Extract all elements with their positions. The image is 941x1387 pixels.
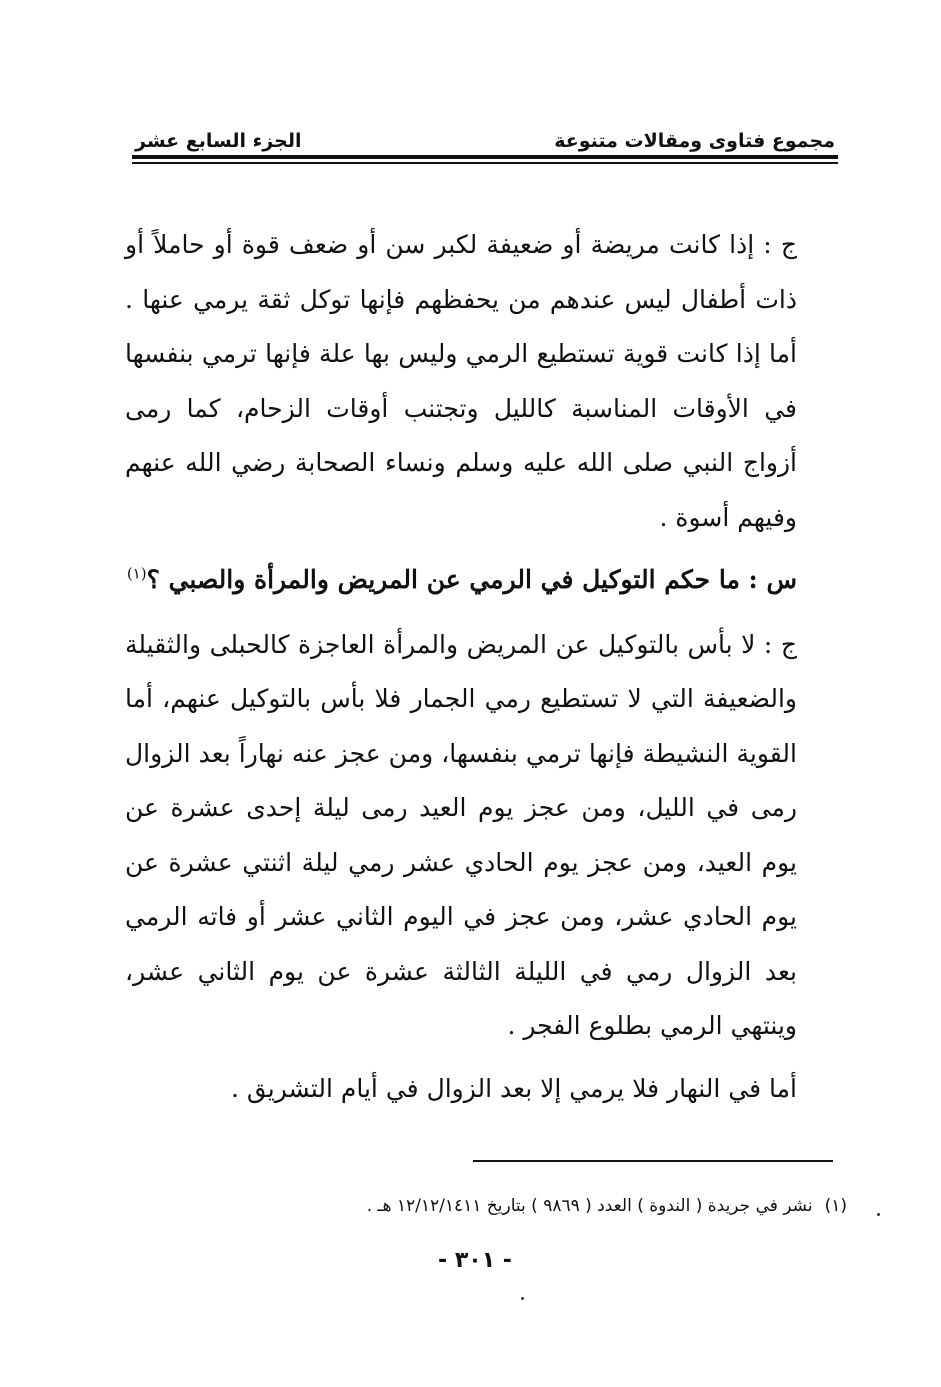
header-rule-thin [132,162,838,164]
footnote-separator [473,1160,833,1162]
volume-label: الجزء السابع عشر [135,130,302,152]
question-paragraph-2 [125,553,837,608]
header-rule [132,155,838,159]
question-text: س : ما حكم التوكيل في الرمي عن المريض والمرأة والصبي ؟ [146,565,797,594]
footnote-reference: (١) [126,564,147,583]
book-title: مجموع فتاوى ومقالات متنوعة [554,130,835,152]
page-number: - ٣٠١ - [438,1248,512,1273]
footnote-text: نشر في جريدة ( الندوة ) العدد ( ٩٨٦٩ ) بتاريخ ١٢/١٢/١٤١١ هـ . [366,1196,813,1216]
footnote-marker: (١) [824,1196,847,1216]
footnote [135,1196,847,1216]
closing-paragraph: أما في النهار فلا يرمي إلا بعد الزوال في أيام التشريق . [231,1073,797,1103]
scan-speck [877,1213,880,1216]
scan-speck [521,1297,524,1300]
main-text [125,218,837,1116]
answer-paragraph-1: ج : إذا كانت مريضة أو ضعيفة لكبر سن أو ضعف قوة أو حاملاً أو ذات أطفال ليس عندهم من يحفظهم فإنها توكل ثقة يرمي عنها . أما إذا كانت قوية تستطيع الرمي وليس بها علة فإنها ترمي بنفسها في الأوقات المناسبة كالليل وتجتنب أوقات الزحام، كما رمى أزواج النبي صلى الله عليه وسلم ونساء الصحابة رضي الله عنهم وفيهم أسوة . [125,230,797,532]
answer-paragraph-2: ج : لا بأس بالتوكيل عن المريض والمرأة العاجزة كالحبلى والثقيلة والضعيفة التي لا تستطيع رمي الجمار فلا بأس بالتوكيل عنهم، أما القوية النشيطة فإنها ترمي بنفسها، ومن عجز عنه نهاراً بعد الزوال رمى في الليل، ومن عجز يوم العيد رمى ليلة إحدى عشرة عن يوم العيد، ومن عجز يوم الحادي عشر رمي ليلة اثنتي عشرة عن يوم الحادي عشر، ومن عجز في اليوم الثاني عشر أو فاته الرمي بعد الزوال رمي في الليلة الثالثة عشرة عن يوم الثاني عشر، وينتهي الرمي بطلوع الفجر . [125,629,797,1040]
running-header [135,122,835,152]
